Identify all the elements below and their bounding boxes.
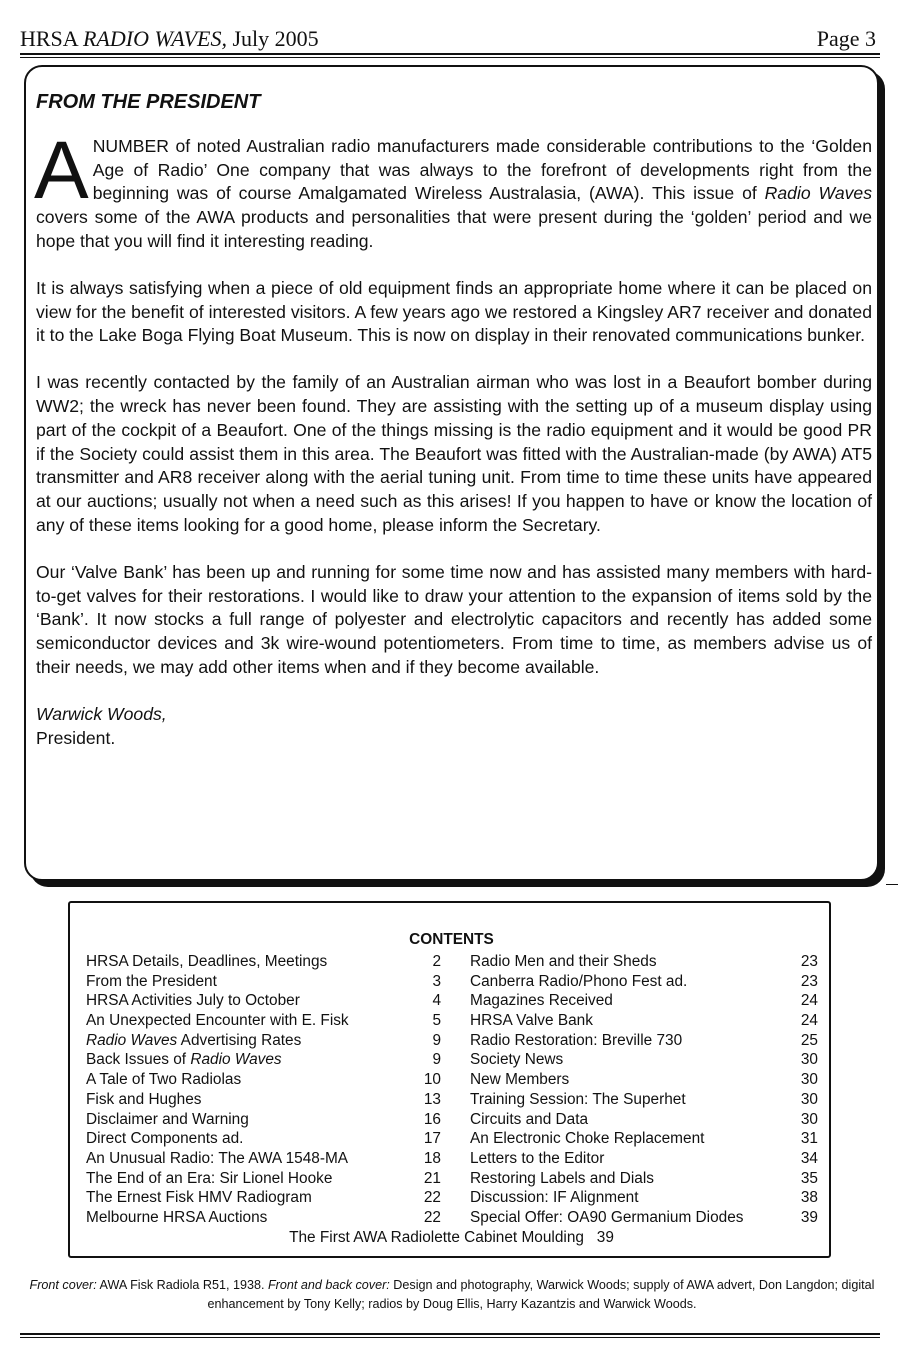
header-rule (20, 53, 880, 55)
contents-entry-title: Society News (470, 1051, 564, 1069)
contents-entry (470, 991, 818, 1011)
contents-entry-title: The End of an Era: Sir Lionel Hooke (86, 1169, 333, 1187)
contents-entry-page: 9 (432, 1031, 441, 1049)
cover-caption: Front cover: AWA Fisk Radiola R51, 1938. Front and back cover: Design and photography, Warwick Woods; supply of AWA advert, Don Langdon; digital enhancement by Tony Kelly; radios by Doug Ellis, Harry Kazantzis and Warwick Woods. (29, 1278, 875, 1311)
contents-entry (470, 1188, 818, 1208)
article-paragraph-4: Our ‘Valve Bank’ has been up and running for some time now and has assisted many members with hard-to-get valves for their restorations. I would like to draw your attention to the expansion of items sold by the ‘Bank’. It now stocks a full range of polyester and electrolytic capacitors and recently has added some semiconductor devices and 3k wire-wound potentiometers. From time to time, as members advise us of their needs, we may add other items when and if they become available. (36, 561, 872, 677)
contents-entry-page: 22 (423, 1208, 441, 1226)
header-title (20, 26, 319, 52)
contents-entry-title: An Unexpected Encounter with E. Fisk (86, 1012, 349, 1030)
contents-entry-page: 39 (800, 1208, 818, 1226)
footer-rule (20, 1333, 880, 1335)
contents-entry-title: A Tale of Two Radiolas (86, 1071, 242, 1089)
contents-entry (470, 972, 818, 992)
contents-entry-title: Discussion: IF Alignment (470, 1189, 639, 1207)
footer-rule-thin (20, 1337, 880, 1338)
contents-footer-entry (70, 1228, 833, 1248)
signature-name: Warwick Woods, (36, 703, 167, 724)
contents-entry-page: 25 (800, 1031, 818, 1049)
margin-tick (886, 884, 898, 885)
contents-entry (86, 1050, 451, 1070)
contents-entry-page: 30 (800, 1051, 818, 1069)
contents-entry-page: 34 (800, 1149, 818, 1167)
contents-entry (86, 1090, 451, 1110)
para1-end: covers some of the AWA products and personalities that were present during the ‘golden’ period and we hope that you will find it interesting reading. (36, 207, 872, 251)
contents-entry-page: 35 (800, 1169, 818, 1187)
contents-entry-title: Magazines Received (470, 992, 613, 1010)
page-number: Page 3 (816, 26, 876, 51)
contents-entry-page: 38 (800, 1189, 818, 1207)
contents-entry-title: Back Issues of Radio Waves (86, 1051, 282, 1069)
contents-entry-title: Melbourne HRSA Auctions (86, 1208, 268, 1226)
contents-entry (86, 1031, 451, 1051)
contents-entry (86, 1110, 451, 1130)
contents-entry-title: Fisk and Hughes (86, 1090, 202, 1108)
contents-entry-page: 18 (423, 1149, 441, 1167)
contents-entry-page: 5 (432, 1012, 441, 1030)
contents-entry-page: 21 (423, 1169, 441, 1187)
contents-entry-page: 30 (800, 1090, 818, 1108)
president-article-box (24, 65, 879, 881)
contents-entry (470, 1090, 818, 1110)
contents-entry (470, 1050, 818, 1070)
footer-entry-title: The First AWA Radiolette Cabinet Moulding (289, 1229, 584, 1246)
contents-entry (86, 1011, 451, 1031)
contents-entry-title: New Members (470, 1071, 570, 1089)
running-header (20, 26, 880, 52)
contents-entry-title: Canberra Radio/Phono Fest ad. (470, 972, 688, 990)
contents-entry (470, 1110, 818, 1130)
contents-entry-page: 30 (800, 1110, 818, 1128)
contents-entry (86, 1129, 451, 1149)
contents-entry-page: 2 (432, 953, 441, 970)
contents-entry (86, 972, 451, 992)
contents-entry-page: 10 (423, 1071, 441, 1089)
contents-entry-page: 24 (800, 1012, 818, 1030)
contents-entry (470, 1169, 818, 1189)
contents-entry-page: 4 (432, 992, 441, 1010)
signature-role: President. (36, 727, 116, 748)
contents-entry-page: 13 (423, 1090, 441, 1108)
header-org: HRSA (20, 26, 78, 51)
front-cover-label: Front cover (29, 1278, 94, 1292)
contents-entry (470, 1070, 818, 1090)
president-article (36, 91, 872, 750)
back-cover-text: Design and photography, Warwick Woods; supply of AWA advert, Don Langdon; digital enhancement by Tony Kelly; radios by Doug Ellis, Harry Kazantzis and Warwick Woods. (207, 1278, 875, 1311)
header-date: July 2005 (232, 26, 319, 51)
contents-entry (86, 991, 451, 1011)
contents-entry-page: 3 (432, 972, 441, 990)
front-cover-text: AWA Fisk Radiola R51, 1938. (96, 1278, 268, 1292)
contents-entry-title: Training Session: The Superhet (470, 1090, 686, 1108)
contents-entry (86, 1169, 451, 1189)
contents-entry (470, 1129, 818, 1149)
article-title: FROM THE PRESIDENT (36, 91, 261, 113)
contents-entry-page: 16 (423, 1110, 441, 1128)
contents-left-column (86, 952, 451, 1228)
contents-entry-page: 22 (423, 1189, 441, 1207)
contents-entry-page: 23 (800, 953, 818, 970)
contents-entry-title: An Unusual Radio: The AWA 1548-MA (86, 1149, 349, 1167)
contents-box (68, 901, 831, 1258)
article-paragraph-3: I was recently contacted by the family of an Australian airman who was lost in a Beaufort bomber during WW2; the wreck has never been found. They are assisting with the setting up of a museum display using part of the cockpit of a Beaufort. One of the things missing is the radio equipment and it would be good PR if the Society could assist them in this area. The Beaufort was fitted with the Australian-made (by AWA) AT5 transmitter and AR8 receiver along with the aerial tuning unit. From time to time these units have appeared at our auctions; usually not when a need such as this arises! If you happen to have or know the location of any of these items looking for a good home, please inform the Secretary. (36, 372, 872, 535)
contents-entry-title: HRSA Valve Bank (470, 1012, 593, 1030)
contents-entry-title: HRSA Details, Deadlines, Meetings (86, 953, 328, 970)
contents-entry (470, 952, 818, 972)
contents-entry-title: Special Offer: OA90 Germanium Diodes (470, 1208, 744, 1226)
contents-entry (86, 1208, 451, 1228)
drop-cap: A (34, 124, 89, 216)
contents-entry (470, 1149, 818, 1169)
para1-italic: Radio Waves (764, 183, 872, 204)
contents-entry-title: Radio Men and their Sheds (470, 953, 657, 970)
contents-entry-title: Letters to the Editor (470, 1149, 605, 1167)
article-paragraph-2: It is always satisfying when a piece of old equipment finds an appropriate home where it can be placed on view for the benefit of interested visitors. A few years ago we restored a Kingsley AR7 receiver and donated it to the Lake Boga Flying Boat Museum. This is now on display in their renovated communications bunker. (36, 277, 872, 346)
contents-entry (86, 1070, 451, 1090)
contents-title: CONTENTS (409, 931, 494, 948)
contents-entry (470, 1208, 818, 1228)
contents-entry-page: 24 (800, 992, 818, 1010)
contents-entry-title: The Ernest Fisk HMV Radiogram (86, 1189, 312, 1207)
contents-entry-title: Circuits and Data (470, 1110, 589, 1128)
contents-entry-page: 17 (423, 1130, 441, 1148)
contents-entry-title: Radio Restoration: Breville 730 (470, 1031, 683, 1049)
contents-entry-title: From the President (86, 972, 217, 990)
contents-entry (470, 1011, 818, 1031)
contents-entry-title: Direct Components ad. (86, 1130, 244, 1148)
contents-entry-title: HRSA Activities July to October (86, 992, 300, 1010)
back-cover-label: Front and back cover (267, 1278, 387, 1292)
article-paragraph-1 (34, 124, 872, 254)
contents-entry-page: 23 (800, 972, 818, 990)
contents-entry-page: 31 (800, 1130, 818, 1148)
contents-entry-title: Radio Waves Advertising Rates (86, 1031, 302, 1049)
contents-entry (86, 1188, 451, 1208)
footer-entry-page: 39 (596, 1229, 614, 1246)
contents-entry (86, 1149, 451, 1169)
contents-entry (86, 952, 451, 972)
header-publication: RADIO WAVES, (82, 26, 227, 51)
contents-entry-page: 30 (800, 1071, 818, 1089)
contents-entry-title: Restoring Labels and Dials (470, 1169, 654, 1187)
contents-entry-title: Disclaimer and Warning (86, 1110, 249, 1128)
contents-entry-title: An Electronic Choke Replacement (470, 1130, 705, 1148)
contents-entry-page: 9 (432, 1051, 441, 1069)
header-rule-thin (20, 57, 880, 58)
contents-entry (470, 1031, 818, 1051)
para1-text: NUMBER of noted Australian radio manufacturers made considerable contributions to the ‘Golden Age of Radio’ One company that was always to the forefront of developments right from the beginning was of course Amalgamated Wireless Australasia, (AWA). This issue of (92, 135, 872, 204)
contents-right-column (470, 952, 818, 1228)
